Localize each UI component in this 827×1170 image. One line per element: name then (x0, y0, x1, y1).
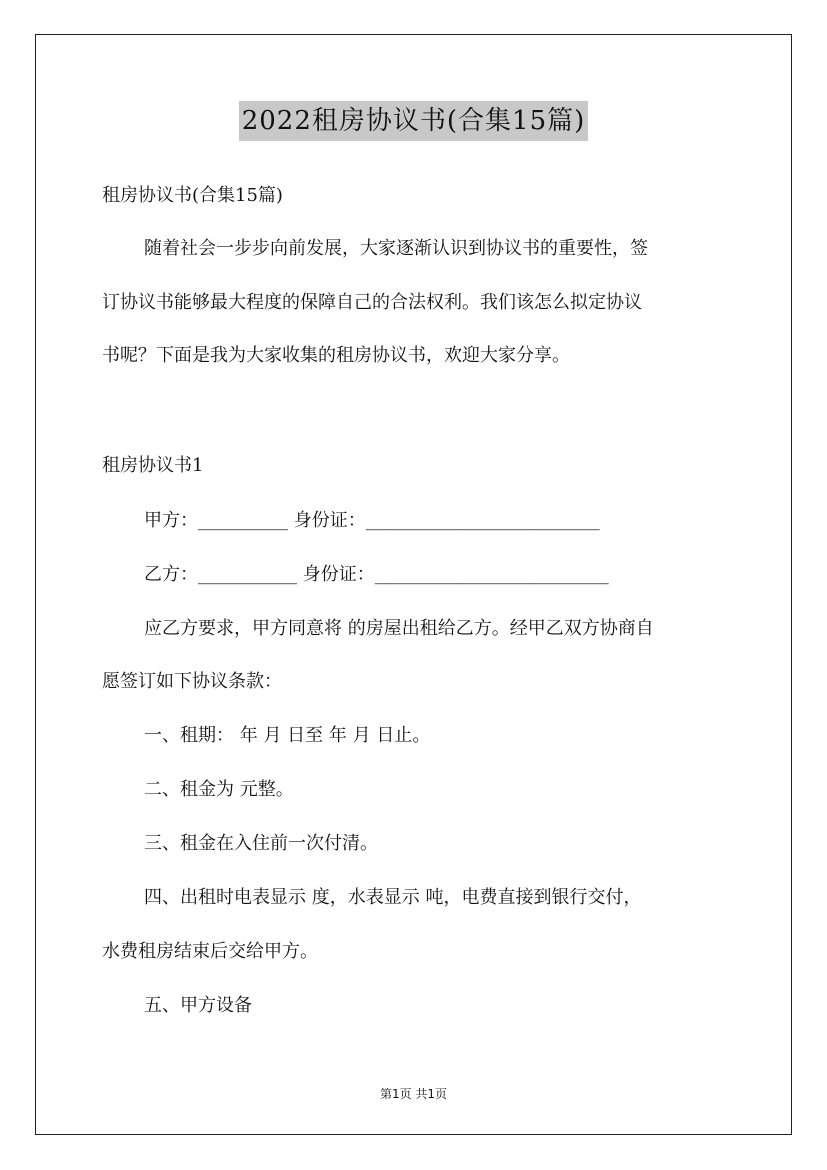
clause-3: 三、租金在入住前一次付清。 (144, 833, 378, 854)
party-a-line: 甲方：__________ 身份证：__________________________ (144, 510, 600, 531)
party-b-line: 乙方：___________ 身份证：__________________________ (144, 564, 609, 585)
clause-1: 一、租期： 年 月 日至 年 月 日止。 (144, 725, 431, 746)
intro-line-1: 随着社会一步步向前发展，大家逐渐认识到协议书的重要性，签 (144, 238, 648, 259)
page-footer: 第1页 共1页 (379, 1087, 448, 1101)
request-line-1: 应乙方要求，甲方同意将 的房屋出租给乙方。经甲乙双方协商自 (144, 618, 654, 639)
intro-line-2: 订协议书能够最大程度的保障自己的合法权利。我们该怎么拟定协议 (102, 292, 642, 313)
clause-5: 五、甲方设备 (144, 995, 252, 1016)
document-title: 2022租房协议书(合集15篇) (239, 101, 589, 141)
intro-line-3: 书呢？下面是我为大家收集的租房协议书，欢迎大家分享。 (102, 345, 570, 366)
document-subtitle: 租房协议书(合集15篇) (102, 185, 283, 206)
clause-2: 二、租金为 元整。 (144, 779, 294, 800)
section-heading: 租房协议书1 (102, 455, 204, 476)
clause-4-line-2: 水费租房结束后交给甲方。 (102, 941, 318, 962)
clause-4-line-1: 四、出租时电表显示 度，水表显示 吨，电费直接到银行交付， (144, 887, 642, 908)
title-container (0, 101, 827, 141)
request-line-2: 愿签订如下协议条款： (102, 671, 282, 692)
